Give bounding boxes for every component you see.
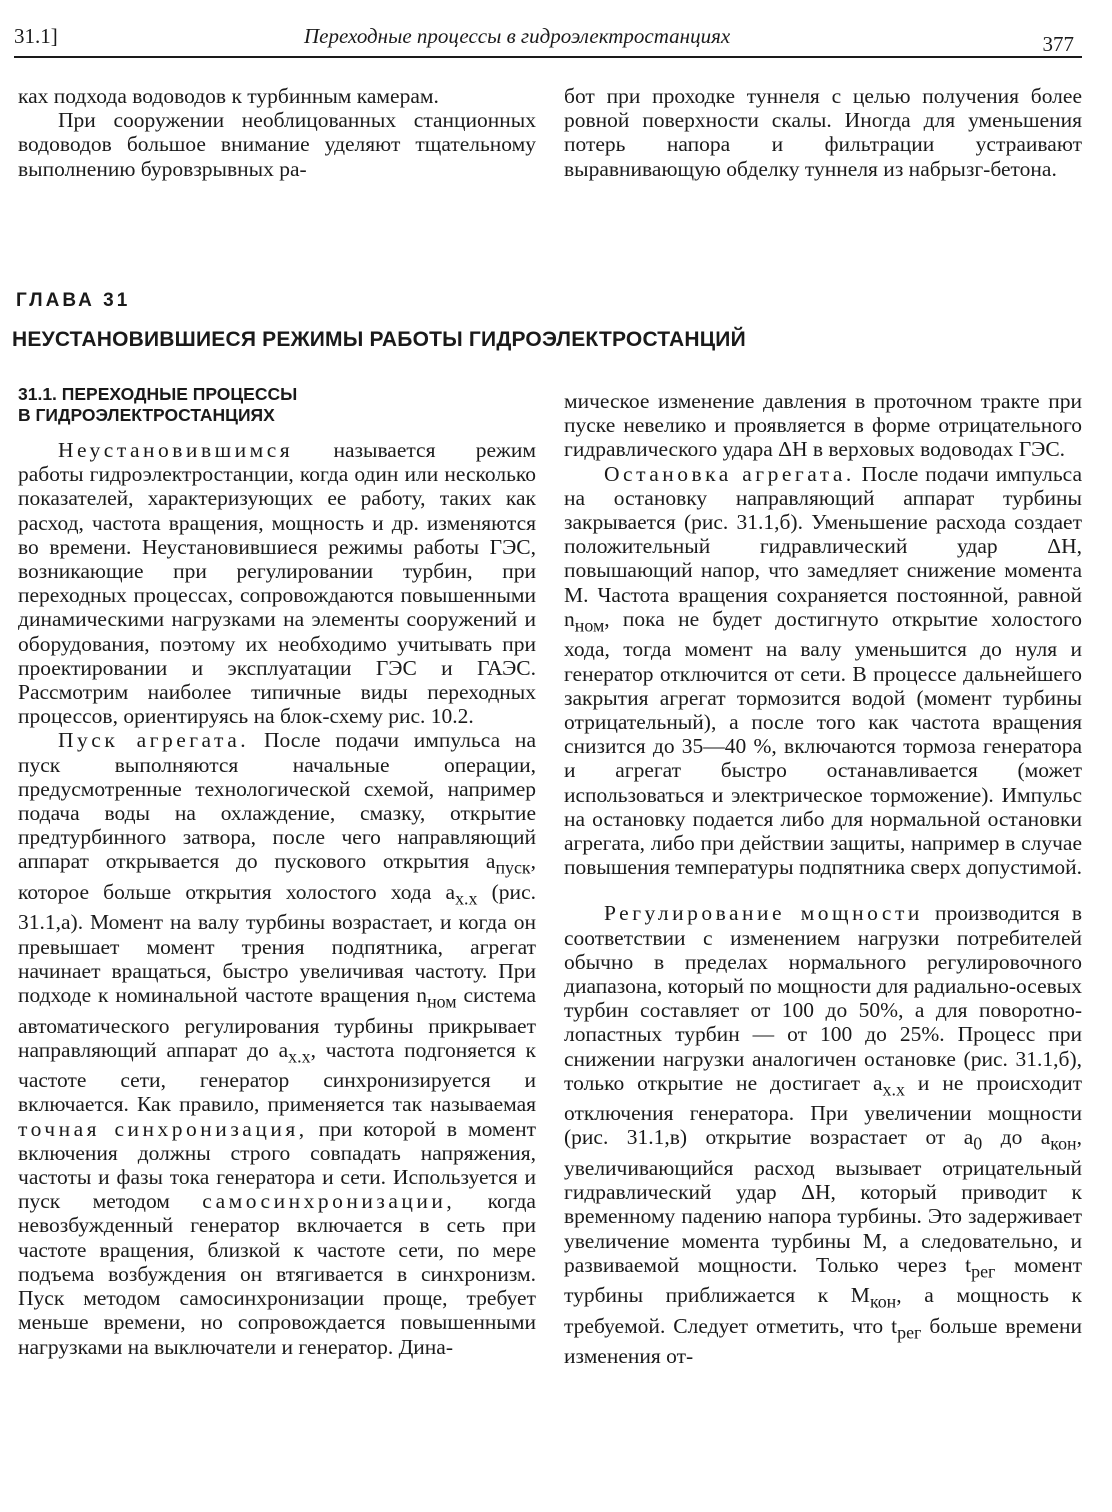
chapter-title: НЕУСТАНОВИВШИЕСЯ РЕЖИМЫ РАБОТЫ ГИДРОЭЛЕКТРОСТАНЦИЙ	[12, 328, 746, 351]
paragraph: ках подхода водоводов к турбинным камерам.	[18, 84, 439, 108]
paragraph: бот при проходке туннеля с целью получения более ровной поверхности скалы. Иногда для уменьшения потерь напора и фильтрации устраивают выравнивающую обделку туннеля из набрызг-бетона.	[564, 84, 1082, 181]
paragraph-unit-start: Пуск агрегата. После подачи импульса на пуск выполняются начальные операции, предусмотренные технологической схемой, например подача воды на охлаждение, смазку, открытие предтурбинного затвора, после чего направляющий аппарат открывается до пускового открытия $a_{пуск}$, которое больше открытия холостого хода $a_{x.x}$ (рис. 31.1,а). Момент на валу турбины возрастает, и когда он превышает момент трения подпятника, агрегат начинает вращаться, быстро увеличивая частоту. При подходе к номинальной частоте вращения $n_{ном}$ система автоматического регулирования турбины прикрывает направляющий аппарат до $a_{x.x}$, частота подгоняется к частоте сети, генератор синхронизируется и включается. Как правило, применяется так называемая точная синхронизация, при которой в момент включения должны строго совпадать напряжения, частоты и фазы тока генератора и сети. Используется и пуск методом самосинхронизации, когда невозбужденный генератор включается в сеть при частоте вращения, близкой к частоте сети, по мере подъема возбуждения он втягивается в синхронизм. Пуск методом самосинхронизации проще, требует меньше времени, но сопровождается повышенными нагрузками на выключатели и генератор. Дина-	[18, 728, 537, 1359]
paragraph-continuation: мическое изменение давления в проточном тракте при пуске невелико и проявляется в форме отрицательного гидравлического удара ΔH в верховых водоводах ГЭС.	[564, 389, 1082, 462]
term: Остановка агрегата.	[604, 461, 855, 486]
paragraph-power-regulation: Регулирование мощности производится в соответствии с изменением нагрузки потребителей обычно в пределах нормального регулировочного диапазона, который по мощности для радиально-осевых турбин составляет от 100 до 50%, а для поворотно-лопастных турбин — от 100 до 25%. Процесс при снижении нагрузки аналогичен остановке (рис. 31.1,б), только открытие не достигает $a_{x.x}$ и не происходит отключения генератора. При увеличении мощности (рис. 31.1,в) открытие возрастает от $a_0$ до $a_{кон}$, увеличивающийся расход вызывает отрицательный гидравлический удар ΔH, который приводит к временному падению напора турбины. Это задерживает увеличение момента турбины M, а следовательно, и развиваемой мощности. Только через $t_{рег}$ момент турбины приближается к $M_{кон}$, а мощность к требуемой. Следует отметить, что $t_{рег}$ больше времени изменения от-	[564, 901, 1083, 1369]
term: самосинхронизации,	[202, 1189, 456, 1214]
top-continuation-left	[18, 84, 536, 181]
term: точная синхронизация,	[18, 1116, 308, 1141]
left-column	[18, 438, 536, 1359]
section-title-line: В ГИДРОЭЛЕКТРОСТАНЦИЯХ	[18, 405, 275, 425]
running-head-title: Переходные процессы в гидроэлектростанциях	[304, 24, 731, 48]
running-head	[14, 20, 1082, 58]
paragraph: При сооружении необлицованных станционных водоводов большое внимание уделяют тщательному выполнению буровзрывных ра-	[18, 108, 536, 181]
term: Пуск агрегата.	[58, 728, 250, 753]
paragraph-unsteady-mode: Неустановившимся называется режим работы гидроэлектростанции, когда один или несколько показателей, характеризующих ее работу, таких как расход, частота вращения, мощность и др. изменяются во времени. Неустановившиеся режимы работы ГЭС, возникающие при регулировании турбин, при переходных процессах, сопровождаются повышенными динамическими нагрузками на элементы сооружений и оборудования, поэтому их необходимо учитывать при проектировании и эксплуатации ГЭС и ГАЭС. Рассмотрим наиболее типичные виды переходных процессов, ориентируясь на блок-схему рис. 10.2.	[18, 438, 536, 729]
page-number: 377	[1042, 32, 1074, 56]
section-title-line: 31.1. ПЕРЕХОДНЫЕ ПРОЦЕССЫ	[18, 384, 298, 404]
term: Регулирование мощности	[604, 901, 923, 926]
top-continuation-right	[564, 84, 1082, 181]
right-column	[564, 389, 1082, 1369]
term: Неустановившимся	[58, 438, 294, 462]
section-title	[18, 384, 536, 426]
paragraph-unit-stop: Остановка агрегата. После подачи импульса на остановку направляющий аппарат турбины закрывается (рис. 31.1,б). Уменьшение расхода создает положительный гидравлический удар ΔH, повышающий напор, что замедляет снижение момента M. Частота вращения сохраняется постоянной, равной $n_{ном}$, пока не будет достигнуто открытие холостого хода, тогда момент на валу уменьшится до нуля и генератор отключится от сети. В процессе дальнейшего закрытия агрегат тормозится водой (момент турбины отрицательный), а после того как частота вращения снизится до 35—40 %, включаются тормоза генератора и агрегат быстро останавливается (может использоваться и электрическое торможение). Импульс на остановку подается либо для нормальной остановки агрегата, либо при действии защиты, например в случае повышения температуры подпятника сверх допустимой.	[564, 461, 1083, 880]
chapter-label: ГЛАВА 31	[16, 290, 131, 311]
running-head-section: 31.1]	[14, 24, 58, 48]
